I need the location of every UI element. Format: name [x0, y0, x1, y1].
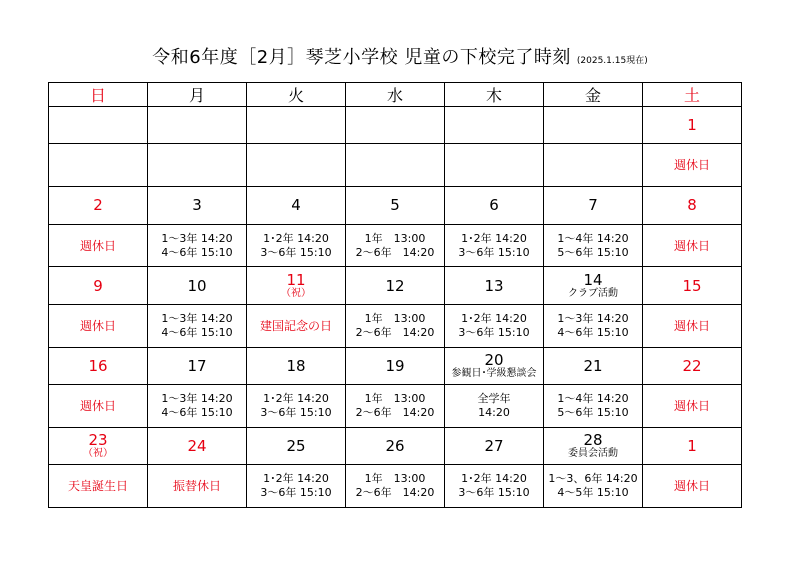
dismissal-cell: [445, 224, 544, 267]
dismissal-time: 3～6年 15:10: [260, 405, 332, 419]
date-number: 17: [187, 356, 207, 375]
date-number: 5: [390, 196, 400, 215]
date-number: 20: [484, 350, 504, 369]
holiday-label: 週休日: [79, 238, 116, 253]
dismissal-time: 1･2年 14:20: [461, 311, 527, 325]
dismissal-time: 3～6年 15:10: [458, 325, 530, 339]
weekday-header: 火: [247, 83, 346, 107]
dismissal-cell: [544, 465, 643, 508]
date-cell: [643, 107, 742, 144]
date-note: クラブ活動: [568, 287, 618, 299]
dismissal-cell: [49, 304, 148, 347]
dismissal-time: 5～6年 15:10: [557, 405, 629, 419]
calendar-body: [49, 107, 742, 508]
date-cell: [49, 347, 148, 384]
date-cell: [247, 427, 346, 464]
date-number: 4: [291, 196, 301, 215]
date-number: 23: [88, 430, 108, 449]
date-number: 8: [687, 196, 697, 215]
date-number: 14: [583, 270, 603, 289]
dismissal-cell: [247, 144, 346, 187]
date-cell: [346, 107, 445, 144]
dismissal-cell: [445, 465, 544, 508]
dismissal-row: [49, 385, 742, 428]
dismissal-cell: [49, 144, 148, 187]
holiday-label: 週休日: [79, 318, 116, 333]
dismissal-cell: [643, 224, 742, 267]
date-number: 2: [93, 196, 103, 215]
dismissal-time: 3～6年 15:10: [260, 245, 332, 259]
page-title: [0, 43, 800, 69]
date-row: [49, 267, 742, 304]
date-number: 28: [583, 430, 603, 449]
date-number: 27: [484, 436, 504, 455]
date-cell: [643, 267, 742, 304]
title-text: 令和6年度［2月］琴芝小学校 児童の下校完了時刻: [152, 47, 571, 68]
weekday-header: 土: [643, 83, 742, 107]
date-number: 6: [489, 196, 499, 215]
dismissal-cell: [643, 144, 742, 187]
date-cell: [445, 107, 544, 144]
dismissal-time: 4～5年 15:10: [557, 486, 629, 500]
holiday-label: 天皇誕生日: [67, 479, 128, 494]
holiday-label: 週休日: [673, 479, 710, 494]
date-number: 19: [385, 356, 405, 375]
date-cell: [49, 187, 148, 224]
dismissal-time: 1～4年 14:20: [557, 391, 629, 405]
date-number: 10: [187, 276, 207, 295]
dismissal-time: 4～6年 15:10: [161, 325, 233, 339]
dismissal-cell: [148, 385, 247, 428]
holiday-label: 振替休日: [172, 479, 221, 494]
as-of-note: (2025.1.15現在): [576, 56, 648, 66]
date-number: 18: [286, 356, 306, 375]
date-cell: [544, 347, 643, 384]
date-note: （祝）: [83, 447, 113, 459]
date-number: 22: [682, 356, 702, 375]
dismissal-cell: [445, 144, 544, 187]
date-number: 21: [583, 356, 603, 375]
holiday-label: 週休日: [673, 398, 710, 413]
dismissal-cell: [247, 465, 346, 508]
dismissal-cell: [148, 224, 247, 267]
dismissal-cell: [544, 304, 643, 347]
date-cell: [445, 427, 544, 464]
dismissal-time: 2～6年 14:20: [355, 486, 435, 500]
dismissal-time: 2～6年 14:20: [355, 405, 435, 419]
schedule-table: [48, 82, 742, 508]
dismissal-time: 4～6年 15:10: [557, 325, 629, 339]
date-number: 24: [187, 436, 207, 455]
date-number: 1: [687, 116, 697, 135]
date-cell: [544, 427, 643, 464]
dismissal-time: 3～6年 15:10: [260, 486, 332, 500]
dismissal-time: 1･2年 14:20: [263, 391, 329, 405]
dismissal-cell: [148, 465, 247, 508]
dismissal-time: 2～6年 14:20: [355, 325, 435, 339]
date-number: 3: [192, 196, 202, 215]
dismissal-row: [49, 224, 742, 267]
dismissal-cell: [49, 224, 148, 267]
date-cell: [148, 187, 247, 224]
dismissal-cell: [643, 304, 742, 347]
date-number: 25: [286, 436, 306, 455]
dismissal-time: 4～6年 15:10: [161, 245, 233, 259]
dismissal-cell: [49, 465, 148, 508]
date-cell: [148, 347, 247, 384]
dismissal-time: 1～3年 14:20: [161, 391, 233, 405]
date-number: 26: [385, 436, 405, 455]
dismissal-time: 1～3年 14:20: [557, 311, 629, 325]
holiday-label: 週休日: [673, 318, 710, 333]
dismissal-cell: [346, 224, 445, 267]
date-cell: [445, 187, 544, 224]
date-note: （祝）: [281, 287, 311, 299]
date-number: 13: [484, 276, 504, 295]
dismissal-time: 1～3、6年 14:20: [548, 472, 638, 486]
dismissal-cell: [544, 385, 643, 428]
dismissal-cell: [544, 224, 643, 267]
dismissal-time: 3～6年 15:10: [458, 486, 530, 500]
date-cell: [544, 187, 643, 224]
date-row: [49, 427, 742, 464]
date-row: [49, 187, 742, 224]
date-number: 11: [286, 270, 306, 289]
date-cell: [247, 267, 346, 304]
date-number: 16: [88, 356, 108, 375]
dismissal-cell: [445, 304, 544, 347]
date-cell: [346, 187, 445, 224]
dismissal-time: 1～4年 14:20: [557, 231, 629, 245]
weekday-header: 日: [49, 83, 148, 107]
dismissal-cell: [49, 385, 148, 428]
date-note: 参観日･学級懇談会: [451, 367, 537, 379]
date-cell: [346, 267, 445, 304]
dismissal-time: 全学年: [477, 391, 511, 405]
dismissal-cell: [148, 304, 247, 347]
dismissal-time: 1年 13:00: [364, 472, 426, 486]
holiday-label: 建国記念の日: [259, 318, 332, 333]
dismissal-time: 1･2年 14:20: [263, 472, 329, 486]
date-cell: [643, 187, 742, 224]
date-cell: [445, 347, 544, 384]
holiday-label: 週休日: [79, 398, 116, 413]
weekday-header: 月: [148, 83, 247, 107]
date-cell: [247, 187, 346, 224]
dismissal-cell: [346, 304, 445, 347]
holiday-label: 週休日: [673, 158, 710, 173]
date-number: 1: [687, 436, 697, 455]
date-cell: [346, 347, 445, 384]
date-number: 15: [682, 276, 702, 295]
dismissal-row: [49, 304, 742, 347]
date-cell: [247, 107, 346, 144]
date-cell: [643, 347, 742, 384]
weekday-header: 金: [544, 83, 643, 107]
date-cell: [346, 427, 445, 464]
date-cell: [148, 427, 247, 464]
dismissal-time: 1･2年 14:20: [263, 231, 329, 245]
dismissal-time: 1年 13:00: [364, 311, 426, 325]
dismissal-cell: [247, 304, 346, 347]
date-cell: [49, 107, 148, 144]
weekday-header: 水: [346, 83, 445, 107]
dismissal-cell: [346, 385, 445, 428]
dismissal-cell: [346, 144, 445, 187]
dismissal-time: 14:20: [478, 405, 510, 419]
date-cell: [544, 267, 643, 304]
dismissal-cell: [643, 465, 742, 508]
date-cell: [544, 107, 643, 144]
date-row: [49, 107, 742, 144]
holiday-label: 週休日: [673, 238, 710, 253]
dismissal-cell: [643, 385, 742, 428]
date-number: 9: [93, 276, 103, 295]
dismissal-time: 3～6年 15:10: [458, 245, 530, 259]
date-cell: [148, 267, 247, 304]
dismissal-time: 5～6年 15:10: [557, 245, 629, 259]
dismissal-row: [49, 465, 742, 508]
date-cell: [148, 107, 247, 144]
dismissal-time: 4～6年 15:10: [161, 405, 233, 419]
date-number: 7: [588, 196, 598, 215]
dismissal-time: 2～6年 14:20: [355, 245, 435, 259]
dismissal-cell: [346, 465, 445, 508]
date-cell: [643, 427, 742, 464]
dismissal-time: 1年 13:00: [364, 391, 426, 405]
dismissal-time: 1～3年 14:20: [161, 231, 233, 245]
dismissal-cell: [247, 385, 346, 428]
dismissal-cell: [544, 144, 643, 187]
dismissal-time: 1･2年 14:20: [461, 472, 527, 486]
date-row: [49, 347, 742, 384]
date-cell: [445, 267, 544, 304]
dismissal-cell: [148, 144, 247, 187]
date-number: 12: [385, 276, 405, 295]
dismissal-cell: [247, 224, 346, 267]
dismissal-time: 1年 13:00: [364, 231, 426, 245]
date-cell: [49, 267, 148, 304]
date-cell: [247, 347, 346, 384]
dismissal-time: 1･2年 14:20: [461, 231, 527, 245]
weekday-header: 木: [445, 83, 544, 107]
weekday-header-row: [49, 83, 742, 107]
dismissal-time: 1～3年 14:20: [161, 311, 233, 325]
date-cell: [49, 427, 148, 464]
dismissal-row: [49, 144, 742, 187]
date-note: 委員会活動: [568, 447, 618, 459]
dismissal-cell: [445, 385, 544, 428]
